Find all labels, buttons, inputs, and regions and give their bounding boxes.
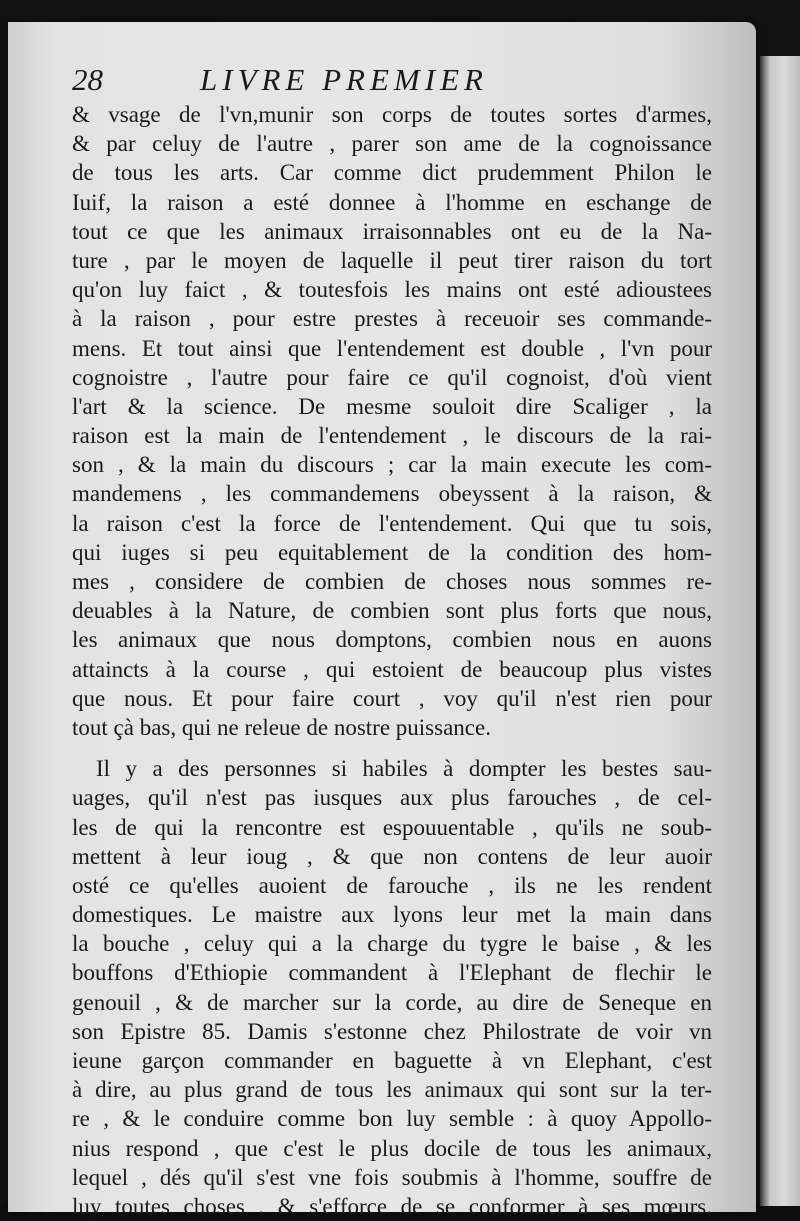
text-line: la bouche , celuy qui a la charge du tygre le baise , & les [72, 931, 712, 957]
text-line: mens. Et tout ainsi que l'entendement est double , l'vn pour [72, 335, 712, 361]
text-line: que nous. Et pour faire court , voy qu'il n'est rien pour [72, 685, 712, 711]
running-title: LIVRE PREMIER [200, 62, 488, 97]
text-line: son Epistre 85. Damis s'estonne chez Philostrate de voir vn [72, 1018, 712, 1044]
text-line: à la raison , pour estre prestes à receuoir ses commande- [72, 306, 712, 332]
text-line: à dire, au plus grand de tous les animaux qui sont sur la ter- [72, 1077, 712, 1103]
text-line: l'art & la science. De mesme souloit dire Scaliger , la [72, 393, 712, 419]
text-line: de tous les arts. Car comme dict prudemment Philon le [72, 160, 712, 186]
paragraph [72, 754, 712, 1221]
text-line: cognoistre , l'autre pour faire ce qu'il cognoist, d'où vient [72, 364, 712, 390]
text-line: la raison c'est la force de l'entendement. Qui que tu sois, [72, 510, 712, 536]
page-number: 28 [72, 62, 103, 97]
text-line: nius respond , que c'est le plus docile de tous les animaux, [72, 1135, 712, 1161]
text-line: bouffons d'Ethiopie commandent à l'Elephant de flechir le [72, 960, 712, 986]
text-line: re , & le conduire comme bon luy semble : à quoy Appollo- [72, 1106, 712, 1132]
paragraph-gap [72, 742, 712, 754]
text-line: raison est la main de l'entendement , le discours de la rai- [72, 423, 712, 449]
text-line: attaincts à la course , qui estoient de beaucoup plus vistes [72, 656, 712, 682]
text-line: les animaux que nous domptons, combien nous en auons [72, 627, 712, 653]
text-line: son , & la main du discours ; car la main execute les com- [72, 452, 712, 478]
text-line: les de qui la rencontre est espouuentable , qu'ils ne soub- [72, 814, 712, 840]
text-line: ture , par le moyen de laquelle il peut tirer raison du tort [72, 247, 712, 273]
text-line: Iuif, la raison a esté donnee à l'homme en eschange de [72, 189, 712, 215]
text-line: mes , considere de combien de choses nous sommes re- [72, 569, 712, 594]
paragraph [72, 100, 712, 742]
text-line: & par celuy de l'autre , parer son ame de la cognoissance [72, 131, 712, 157]
text-line: Il y a des personnes si habiles à dompter les bestes sau- [96, 756, 712, 782]
text-line: qui iuges si peu equitablement de la condition des hom- [72, 539, 712, 565]
text-line: domestiques. Le maistre aux lyons leur met la main dans [72, 902, 712, 928]
text-line: & vsage de l'vn,munir son corps de toutes sortes d'armes, [72, 102, 712, 127]
text-line: deuables à la Nature, de combien sont plus forts que nous, [72, 598, 712, 624]
text-line: tout çà bas, qui ne releue de nostre puissance. [72, 714, 491, 740]
text-line: tout ce que les animaux irraisonnables ont eu de la Na- [72, 218, 712, 244]
text-line: uages, qu'il n'est pas iusques aux plus farouches , de cel- [72, 785, 712, 811]
page-header [72, 62, 712, 102]
text-line: lequel , dés qu'il s'est vne fois soubmis à l'homme, souffre de [72, 1164, 712, 1190]
text-line: genouil , & de marcher sur la corde, au dire de Seneque en [72, 989, 712, 1015]
text-line: mandemens , les commandemens obeyssent à la raison, & [72, 481, 712, 507]
text-line: qu'on luy faict , & toutesfois les mains ont esté adioustees [72, 277, 712, 303]
text-line: ieune garçon commander en baguette à vn Elephant, c'est [72, 1048, 712, 1073]
next-page-edge [760, 56, 800, 1206]
text-line: osté ce qu'elles auoient de farouche , ils ne les rendent [72, 872, 712, 898]
text-line: luy toutes choses , & s'efforce de se conformer à ses mœurs, [72, 1193, 712, 1219]
text-line: mettent à leur ioug , & que non contens de leur auoir [72, 843, 712, 869]
page-text [72, 100, 712, 1221]
